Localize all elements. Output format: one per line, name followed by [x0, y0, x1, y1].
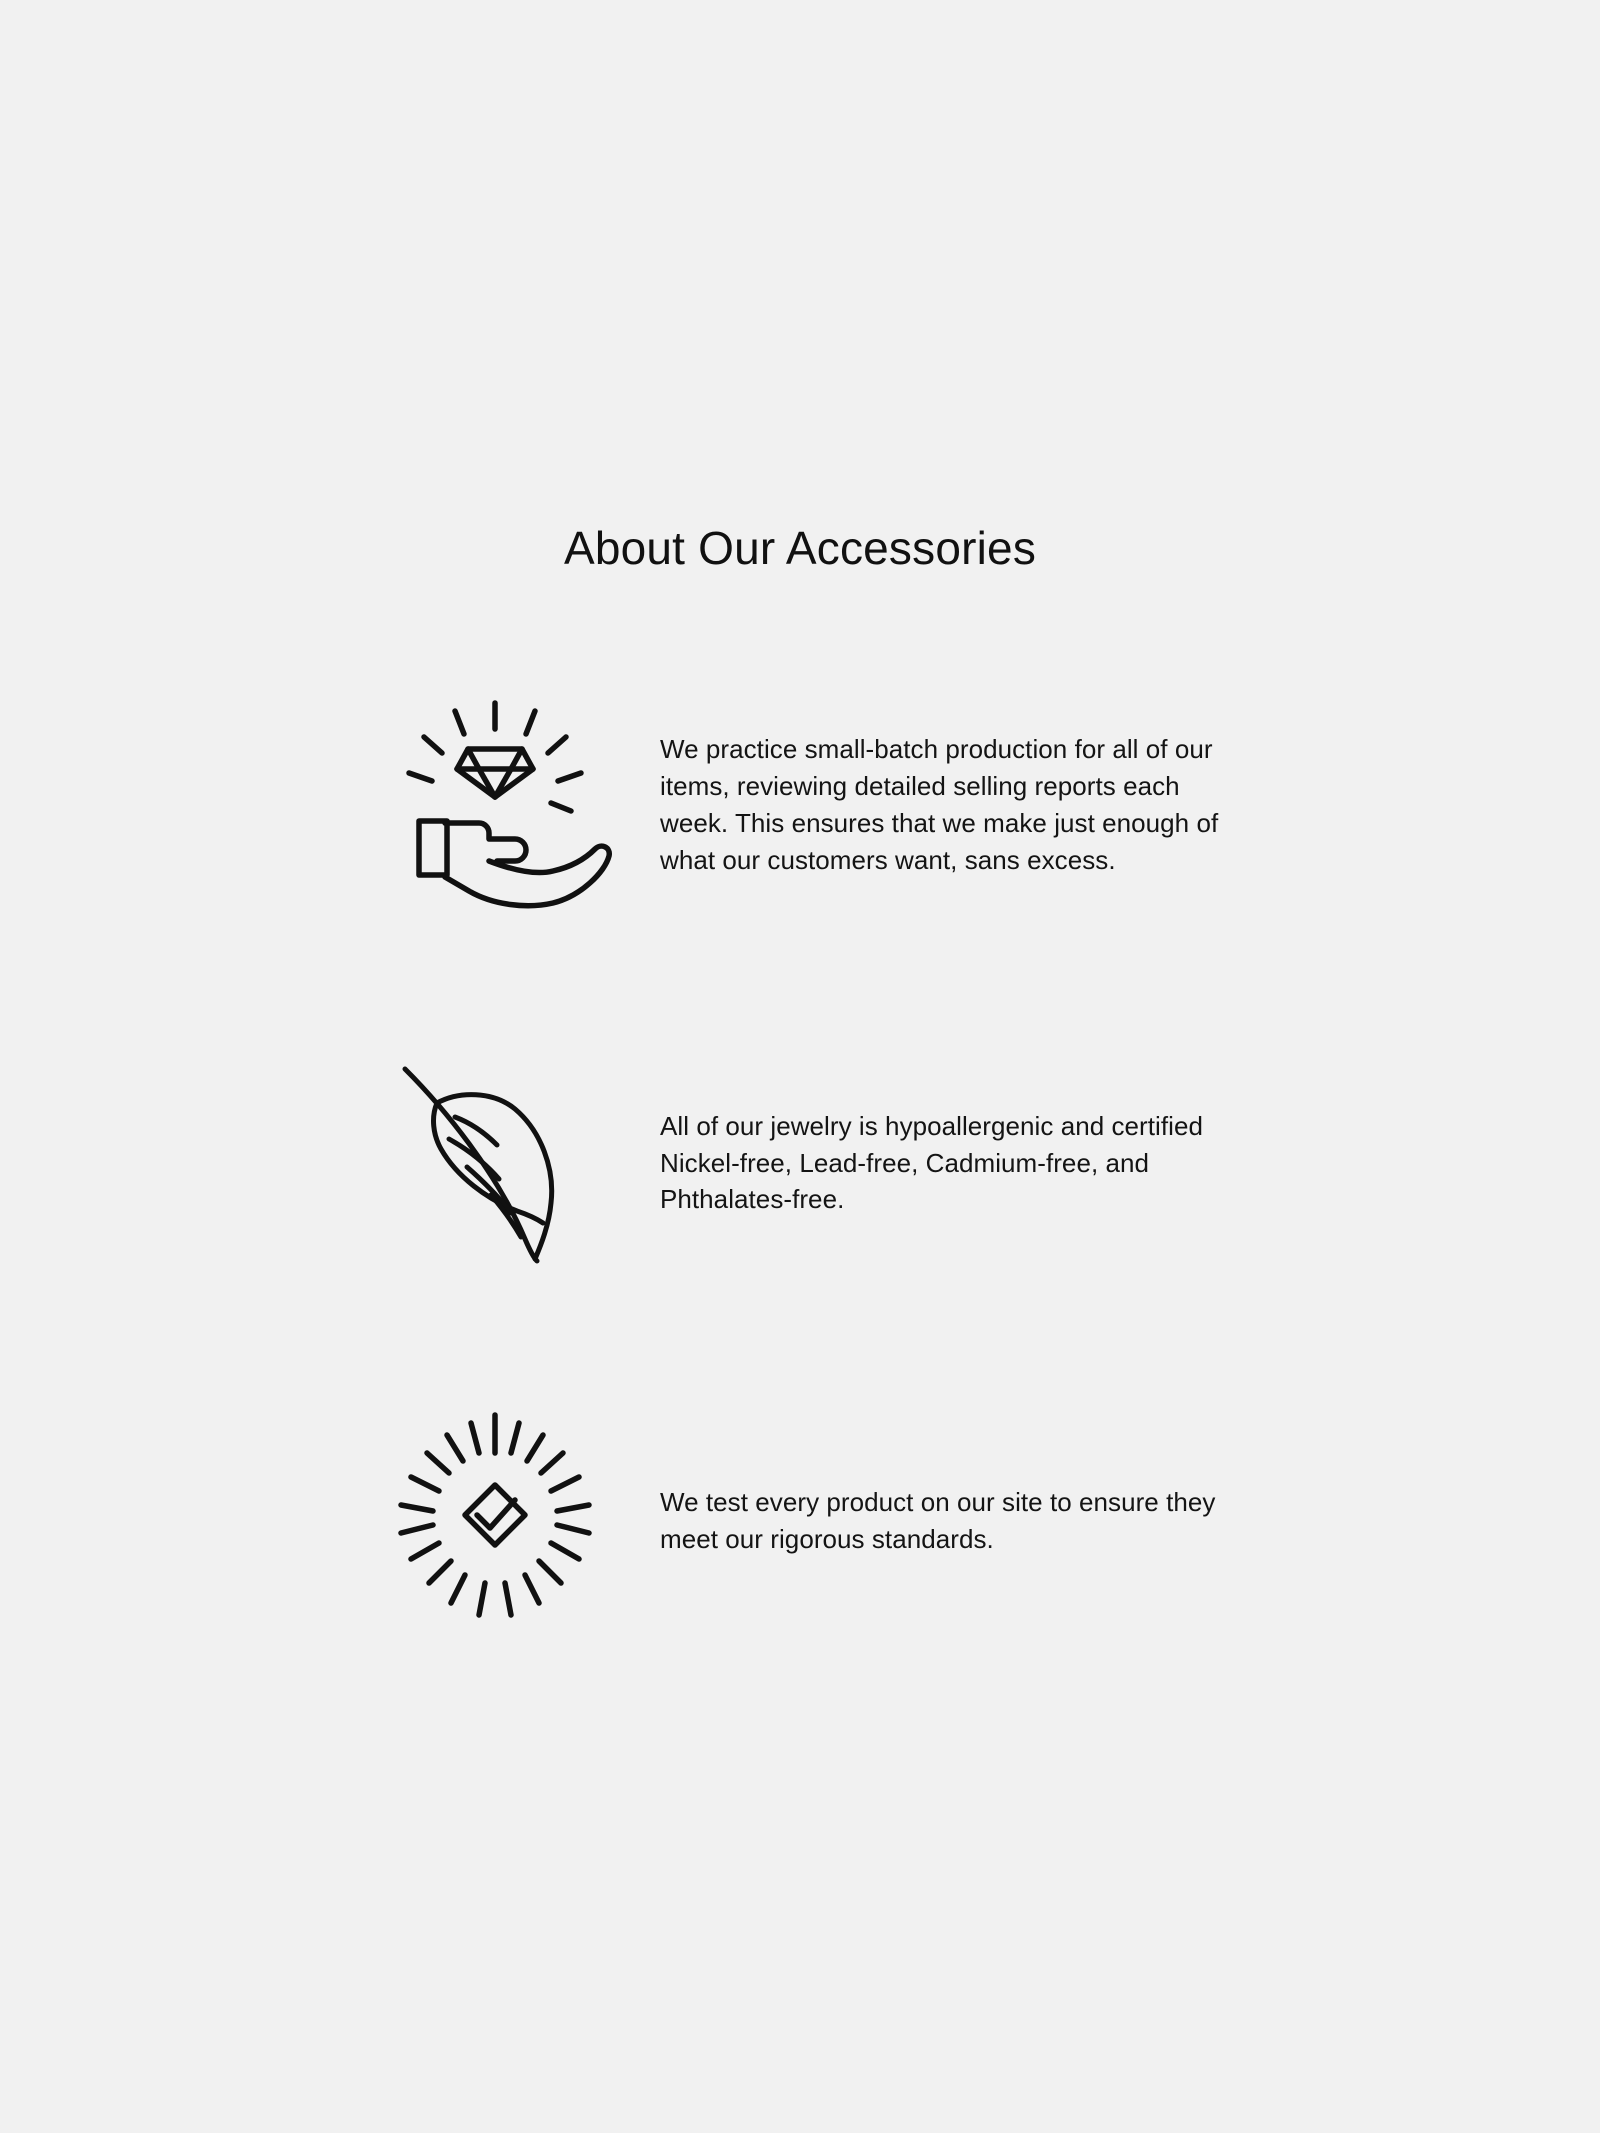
feature-item — [350, 660, 1250, 950]
feature-item — [350, 1376, 1250, 1666]
feature-list — [0, 660, 1600, 1666]
feather-icon — [350, 1018, 640, 1308]
feature-item — [350, 1018, 1250, 1308]
shining-checkmark-icon — [350, 1376, 640, 1666]
feature-text: All of our jewelry is hypoallergenic and certified Nickel-free, Lead-free, Cadmium-free, and Phthalates-free. — [660, 1110, 1203, 1215]
feature-text: We practice small-batch production for all of our items, reviewing detailed selling reports each week. This ensures that we make just enough of what our customers want, sans excess. — [660, 734, 1219, 875]
hand-holding-diamond-icon — [350, 660, 640, 950]
page-title: About Our Accessories — [563, 521, 1037, 574]
feature-text: We test every product on our site to ensure they meet our rigorous standards. — [660, 1487, 1216, 1554]
